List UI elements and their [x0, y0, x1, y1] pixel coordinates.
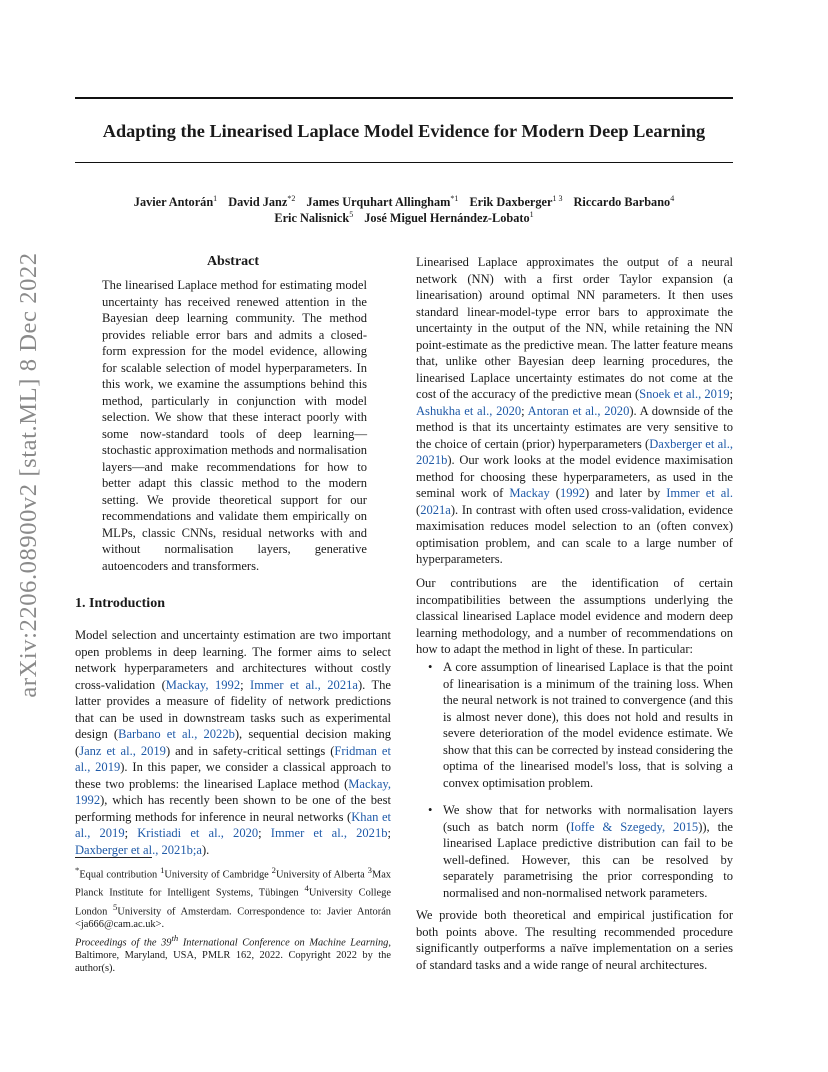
citation-link[interactable]: Mackay, 1992	[165, 677, 241, 692]
citation-link[interactable]: Khan et al., 2019	[75, 809, 391, 840]
affiliation-mark: *1	[450, 194, 459, 203]
text-run: University of Alberta	[275, 869, 368, 881]
text-run: ), sequential decision making (	[75, 727, 392, 758]
footnote-mark: 4	[304, 883, 309, 894]
affiliation-mark: 5	[349, 210, 354, 219]
text-run: ) and in safety-critical settings (	[165, 743, 335, 758]
list-item-text	[443, 803, 733, 900]
bullet-icon: •	[428, 660, 433, 674]
citation-link[interactable]: 2021a	[420, 502, 451, 517]
text-run: International Conference on Machine Learning	[178, 937, 389, 949]
text-run: , Baltimore, Maryland, USA, PMLR 162, 2022. Copyright 2022 by the author(s).	[75, 937, 391, 975]
text-run: University College London	[75, 887, 391, 917]
abstract-text: The linearised Laplace method for estimating model uncertainty has received renewed attention in the Bayesian deep learning community. The method provides reliable error bars and admits a closed-form expression for the model evidence, allowing for scalable selection of model hyperparameters. In this work, we examine the assumptions behind this method, particularly in conjunction with model selection. We show that these interact poorly with some now-standard tools of deep learning—stochastic approximation methods and normalisation layers—and make recommendations for how to better adapt this classic method to the modern setting. We provide theoretical support for our recommendations and validate them empirically on MLPs, classic CNNs, residual networks with and without normalisation layers, generative autoencoders and transformers.	[102, 278, 367, 573]
citation-link[interactable]: Immer et al.	[666, 486, 733, 500]
author	[364, 211, 533, 225]
author-name: Javier Antorán	[133, 195, 214, 209]
text-run: Max Planck Institute for Intelligent Systems, Tübingen	[75, 869, 391, 899]
list-item	[416, 802, 733, 901]
author-name: Riccardo Barbano	[573, 195, 671, 209]
affiliations-footnote	[75, 864, 391, 932]
citation-link[interactable]: Antoran et al., 2020	[527, 403, 630, 418]
body-paragraph: We provide both theoretical and empirical justification for both points above. The resulting recommended procedure significantly outperforms a naïve implementation on a series of standard tasks and a wide range of neural architectures.	[416, 908, 733, 972]
section-heading: 1. Introduction	[75, 596, 165, 611]
author-name: James Urquhart Allingham	[306, 195, 451, 209]
author-name: Erik Daxberger	[469, 195, 553, 209]
title-rule-top	[75, 97, 733, 99]
text-run: ). In this paper, we consider a classical approach to these two problems: the linearised Laplace method (	[75, 760, 391, 791]
citation-link[interactable]: Ioffe & Szegedy, 2015	[570, 819, 699, 834]
paper-title: Adapting the Linearised Laplace Model Evidence for Modern Deep Learning	[102, 121, 706, 141]
text-run: We show that for networks with normalisation layers (such as batch norm (	[443, 803, 733, 834]
citation-link[interactable]: Kristiadi et al., 2020	[137, 826, 259, 840]
footnote-mark: 2	[271, 865, 276, 875]
footnote-mark: 1	[160, 865, 165, 875]
text-run: ), which has recently been shown to be one of the best performing methods for inference in neural networks (	[75, 793, 391, 824]
contributions-list	[416, 659, 733, 901]
text-run: ;	[240, 677, 251, 692]
footnote-mark: 5	[112, 901, 118, 912]
body-paragraph	[416, 254, 733, 568]
list-item	[416, 659, 733, 791]
text-run: ;	[124, 826, 138, 840]
affiliation-mark: 4	[670, 194, 675, 203]
citation-link[interactable]: Mackay, 1992	[75, 776, 391, 807]
footnote-rule	[75, 857, 152, 858]
affiliation-mark: 1	[213, 194, 218, 203]
text-run: ). Our work looks at the model evidence maximisation method for choosing these hyperparameters, as used in the seminal work of	[416, 453, 733, 500]
text-run: (	[416, 502, 421, 517]
text-run: ;	[729, 387, 733, 401]
affiliation-mark: 1 3	[552, 194, 563, 203]
citation-link[interactable]: Snoek et al., 2019	[639, 387, 730, 401]
text-run: ) and later by	[585, 486, 667, 500]
citation-link[interactable]: Immer et al., 2021a	[250, 677, 358, 692]
contributions-paragraph: Our contributions are the identification of certain incompatibilities between the assumptions underlying the classical linearised Laplace model evidence and modern deep learning methodology, and a number of recommendations on how to adapt the method in light of these. In particular:	[416, 576, 733, 656]
title-rule-bottom	[75, 162, 733, 163]
text-run: ).	[201, 842, 210, 857]
proceedings-note	[75, 932, 391, 976]
text-run: ;	[258, 826, 271, 840]
text-run: ). A downside of the method is that its uncertainty estimates are very sensitive to the choice of certain (prior) hyperparameters (	[416, 403, 733, 451]
text-run: ;	[521, 403, 528, 418]
citation-link[interactable]: Fridman et al., 2019	[75, 743, 391, 774]
citation-link[interactable]: 1992	[559, 486, 586, 500]
arxiv-sidebar	[8, 252, 50, 698]
text-run: University of Amsterdam. Correspondence to: Javier Antorán <ja666@cam.ac.uk>.	[75, 906, 391, 930]
citation-link[interactable]: Mackay	[509, 486, 550, 500]
text-run: Linearised Laplace approximates the output of a neural network (NN) with a first order Taylor expansion (a linearisation) around optimal NN parameters. It then uses standard linear-model-type error bars to approximate the uncertainty in the output of the NN, while retaining the NN point-estimate as the predictive mean. The latter feature means that, unlike other Bayesian deep learning procedures, the linearised Laplace uncertainty estimates do not come at the cost of the accuracy of the predictive mean (	[416, 255, 733, 401]
footnote-mark: 3	[367, 865, 372, 875]
affiliation-mark: *2	[287, 194, 296, 203]
citation-link[interactable]: Daxberger et al., 2021b	[416, 436, 733, 467]
citation-link[interactable]: Daxberger et al., 2021b;a	[75, 842, 202, 857]
text-run: University of Cambridge	[164, 869, 272, 881]
citation-link[interactable]: Ashukha et al., 2020	[416, 403, 522, 418]
text-run: Equal contribution	[79, 869, 161, 881]
author-name: Eric Nalisnick	[274, 211, 350, 225]
affiliation-mark: 1	[529, 210, 534, 219]
list-item-text: A core assumption of linearised Laplace is that the point of linearisation is a minimum of the training loss. When the neural network is not trained to convergence (and this is almost never done), this does not hold and results in severe deterioration of the model evidence estimate. We show that this can be corrected by instead considering the optima of the linearised model's loss, that is solving a convex optimisation problem.	[443, 660, 733, 790]
author-name: José Miguel Hernández-Lobato	[364, 211, 530, 225]
text-run: th	[171, 933, 179, 943]
citation-link[interactable]: Immer et al., 2021b	[270, 826, 388, 840]
text-run: Proceedings of the 39	[75, 937, 172, 949]
footnote-mark: *	[75, 865, 80, 875]
citation-link[interactable]: Barbano et al., 2022b	[118, 727, 235, 741]
text-run: (	[549, 486, 560, 500]
text-run: )), the linearised Laplace predictive distribution can fail to be well-defined. However, this can be resolved by separately parametrising the prior corresponding to normalised and non-normalised network parameters.	[443, 819, 733, 900]
text-run: ). The latter provides a measure of fidelity of network predictions that can be used in downstream tasks such as experimental design (	[75, 677, 391, 741]
text-run: ;	[387, 826, 391, 840]
text-run: ). In contrast with often used cross-validation, evidence maximisation reduces model selection to an (often convex) optimisation problem, and can scale to a large number of hyperparameters.	[416, 502, 733, 566]
arxiv-identifier: arXiv:2206.08900v2 [stat.ML] 8 Dec 2022	[15, 252, 42, 698]
text-run: Model selection and uncertainty estimation are two important open problems in deep learning. The former aims to select network hyperparameters and architectures without costly cross-validation (	[75, 628, 391, 692]
author	[274, 211, 353, 225]
bullet-icon: •	[428, 803, 433, 817]
abstract-heading: Abstract	[206, 254, 260, 269]
citation-link[interactable]: Janz et al., 2019	[79, 743, 166, 758]
author-list-line-2	[75, 207, 733, 226]
introduction-paragraph	[75, 627, 391, 858]
author-name: David Janz	[228, 195, 288, 209]
